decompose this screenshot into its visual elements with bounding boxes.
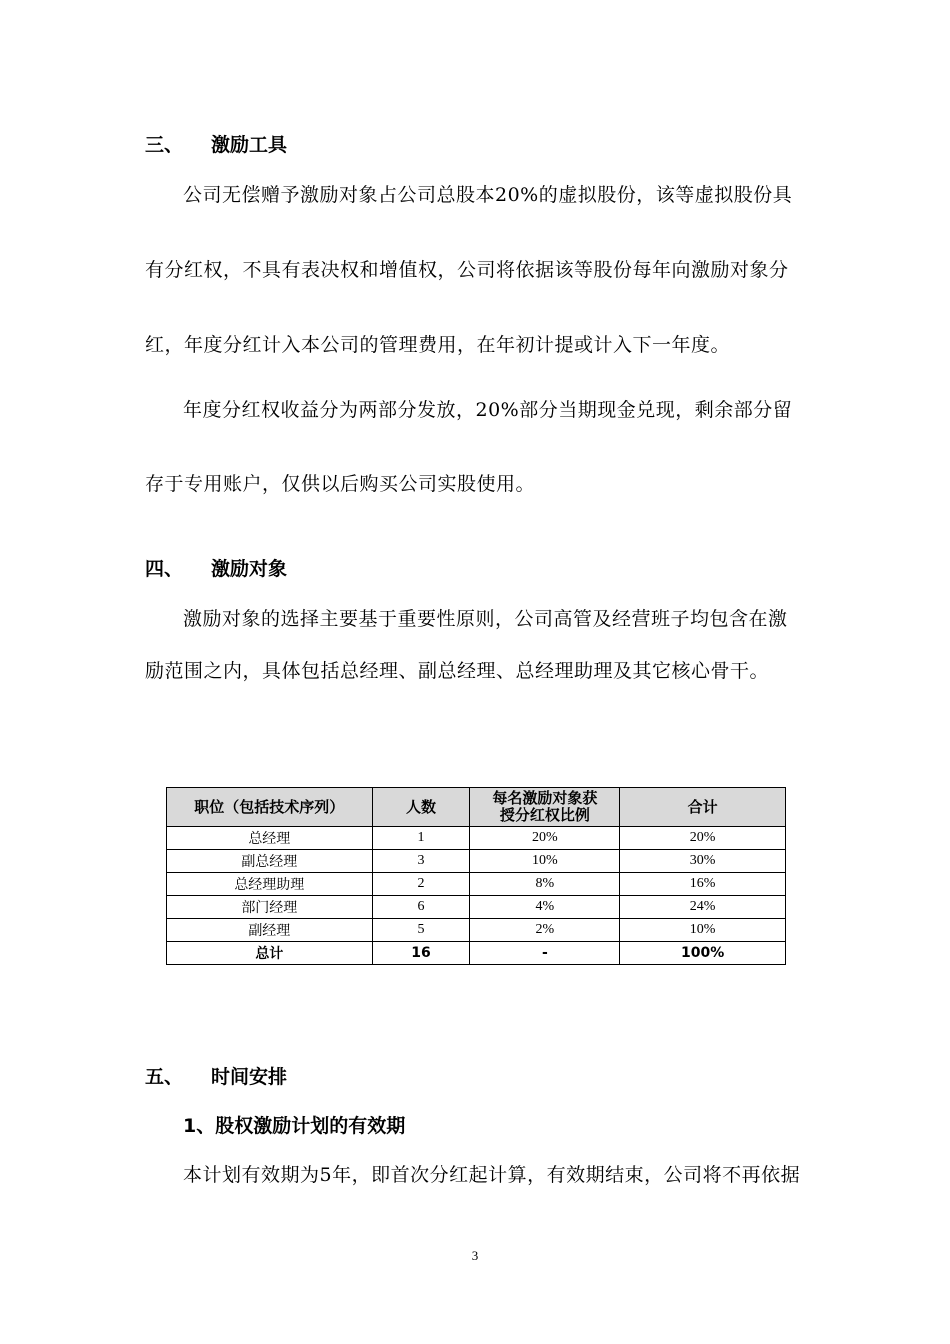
table-header-row — [167, 788, 786, 827]
cell-count: 5 — [372, 919, 470, 942]
cell-ratio: 2% — [470, 919, 620, 942]
section-3-title: 激励工具 — [211, 134, 288, 156]
section-3-heading — [145, 130, 287, 157]
cell-ratio: 8% — [470, 873, 620, 896]
cell-total: 30% — [620, 850, 786, 873]
cell-total: 16% — [620, 873, 786, 896]
paragraph-line: 本计划有效期为5年，即首次分红起计算，有效期结束，公司将不再依据 — [183, 1164, 801, 1186]
header-position: 职位（包括技术序列） — [167, 788, 373, 827]
cell-count: 3 — [372, 850, 470, 873]
table-row — [167, 873, 786, 896]
paragraph-line: 有分红权，不具有表决权和增值权，公司将依据该等股份每年向激励对象分 — [145, 259, 789, 281]
paragraph-line: 红，年度分红计入本公司的管理费用，在年初计提或计入下一年度。 — [145, 334, 731, 356]
subsection-heading: 1、股权激励计划的有效期 — [183, 1115, 406, 1137]
header-total: 合计 — [620, 788, 786, 827]
cell-ratio: 20% — [470, 827, 620, 850]
paragraph-line: 激励对象的选择主要基于重要性原则，公司高管及经营班子均包含在激 — [183, 608, 788, 630]
table-row — [167, 896, 786, 919]
cell-ratio: 4% — [470, 896, 620, 919]
page-number: 3 — [471, 1248, 479, 1263]
total-label: 总计 — [167, 942, 373, 965]
cell-total: 24% — [620, 896, 786, 919]
incentive-distribution-table — [166, 787, 786, 965]
table-row — [167, 850, 786, 873]
total-count: 16 — [372, 942, 470, 965]
cell-position: 副总经理 — [167, 850, 373, 873]
cell-position: 部门经理 — [167, 896, 373, 919]
total-ratio: - — [470, 942, 620, 965]
cell-count: 2 — [372, 873, 470, 896]
paragraph-line: 励范围之内，具体包括总经理、副总经理、总经理助理及其它核心骨干。 — [145, 660, 770, 682]
section-3-number: 三、 — [145, 134, 184, 156]
section-5-heading — [145, 1062, 287, 1089]
table-row — [167, 919, 786, 942]
section-5-number: 五、 — [145, 1066, 184, 1088]
section-4-number: 四、 — [145, 558, 184, 580]
paragraph-line: 公司无偿赠予激励对象占公司总股本20%的虚拟股份，该等虚拟股份具 — [183, 184, 793, 206]
paragraph-line: 年度分红权收益分为两部分发放，20%部分当期现金兑现，剩余部分留 — [183, 399, 793, 421]
section-5-title: 时间安排 — [211, 1066, 288, 1088]
total-sum: 100% — [620, 942, 786, 965]
cell-position: 总经理助理 — [167, 873, 373, 896]
cell-total: 10% — [620, 919, 786, 942]
cell-position: 副经理 — [167, 919, 373, 942]
header-ratio: 每名激励对象获授分红权比例 — [470, 788, 620, 827]
section-4-title: 激励对象 — [211, 558, 288, 580]
table-row — [167, 827, 786, 850]
section-4-heading — [145, 554, 287, 581]
cell-position: 总经理 — [167, 827, 373, 850]
header-count: 人数 — [372, 788, 470, 827]
cell-count: 1 — [372, 827, 470, 850]
table-total-row — [167, 942, 786, 965]
paragraph-line: 存于专用账户，仅供以后购买公司实股使用。 — [145, 473, 536, 495]
cell-ratio: 10% — [470, 850, 620, 873]
cell-total: 20% — [620, 827, 786, 850]
cell-count: 6 — [372, 896, 470, 919]
